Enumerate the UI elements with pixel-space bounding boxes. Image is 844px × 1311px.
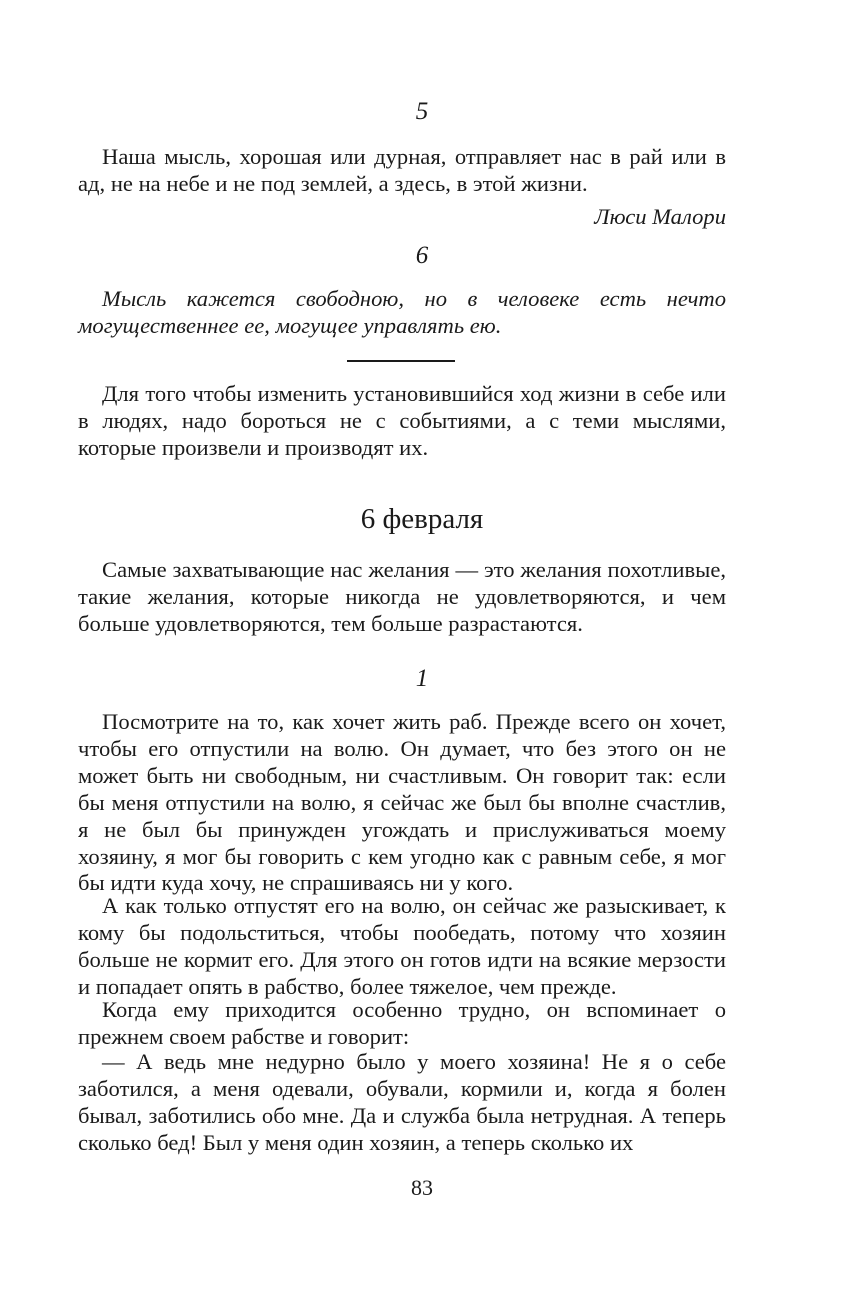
- section-6-text: Мысль кажется свободною, но в человеке есть нечто могущественнее ее, могущее управлять ею.: [78, 286, 726, 338]
- date-heading: 6 февраля: [360, 503, 484, 535]
- body-paragraph-4: — А ведь мне недурно было у моего хозяина! Не я о себе заботился, а меня одевали, обували, кормили и, когда я болен бывал, заботились обо мне. Да и служба была нетрудная. А теперь сколько бед! Был у меня один хозяин, а теперь сколько их: [78, 1049, 726, 1155]
- quote-author: Люси Малори: [594, 204, 726, 229]
- section-number-5: 5: [415, 98, 429, 125]
- section-number-6: 6: [415, 242, 429, 269]
- page-number: 83: [411, 1175, 433, 1200]
- intro-paragraph: Самые захватывающие нас желания — это желания похотливые, такие желания, которые никогда не удовлетворяются, и чем больше удовлетворяются, тем больше разрастаются.: [78, 557, 726, 636]
- body-paragraph-1: Посмотрите на то, как хочет жить раб. Прежде всего он хочет, чтобы его отпустили на волю. Он думает, что без этого он не может быть ни свободным, ни счастливым. Он говорит так: если бы меня отпустили на волю, я сейчас же был бы вполне счастлив, я не был бы принужден угождать и прислуживаться моему хозяину, я мог бы говорить с кем угодно как с равным себе, я мог бы идти куда хочу, не спрашиваясь ни у кого.: [78, 709, 726, 896]
- section-5-text: Наша мысль, хорошая или дурная, отправляет нас в рай или в ад, не на небе и не под землей, а здесь, в этой жизни.: [78, 144, 726, 196]
- body-paragraph-3: Когда ему приходится особенно трудно, он вспоминает о прежнем своем рабстве и говорит:: [78, 997, 726, 1049]
- section-number-1: 1: [415, 665, 429, 692]
- body-paragraph-2: А как только отпустят его на волю, он сейчас же разыскивает, к кому бы подольститься, чтобы пообедать, потому что хозяин больше не кормит его. Для этого он готов идти на всякие мерзости и попадает опять в рабство, более тяжелое, чем прежде.: [78, 893, 726, 999]
- summary-paragraph: Для того чтобы изменить установившийся ход жизни в себе или в людях, надо бороться не с событиями, а с теми мыслями, которые произвели и производят их.: [78, 381, 726, 460]
- section-divider: [347, 360, 455, 362]
